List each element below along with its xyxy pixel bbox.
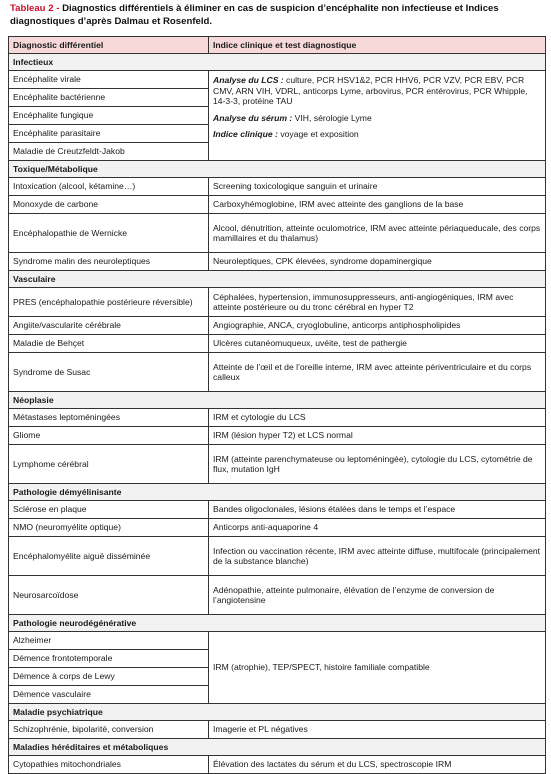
- diagnostic-cell: PRES (encéphalopathie postérieure réversible): [9, 288, 209, 317]
- diagnostic-cell: Encéphalopathie de Wernicke: [9, 214, 209, 253]
- table-row: [9, 335, 546, 353]
- diagnostic-cell: Maladie de Creutzfeldt-Jakob: [9, 143, 209, 161]
- category-row: [9, 484, 546, 501]
- table-row: [9, 721, 546, 739]
- indice-cell: Neuroleptiques, CPK élevées, syndrome dopaminergique: [209, 253, 546, 271]
- category-neoplasie: Néoplasie: [9, 392, 546, 409]
- table-row: [9, 317, 546, 335]
- diagnostic-cell: Gliome: [9, 427, 209, 445]
- table-row: [9, 537, 546, 576]
- diagnostic-cell: Métastases leptoméningées: [9, 409, 209, 427]
- differential-diagnosis-table: [8, 36, 546, 774]
- clinical-label: Indice clinique :: [213, 129, 278, 140]
- diagnostic-cell: Cytopathies mitochondriales: [9, 756, 209, 774]
- caption-label: Tableau 2 -: [10, 3, 60, 14]
- category-psychiatrique: Maladie psychiatrique: [9, 704, 546, 721]
- header-diagnostic: Diagnostic différentiel: [9, 37, 209, 54]
- header-indice: Indice clinique et test diagnostique: [209, 37, 546, 54]
- diagnostic-cell: Syndrome de Susac: [9, 353, 209, 392]
- lcs-label: Analyse du LCS :: [213, 75, 284, 85]
- indice-cell: IRM et cytologie du LCS: [209, 409, 546, 427]
- serum-text: VIH, sérologie Lyme: [292, 112, 372, 123]
- indice-cell: Bandes oligoclonales, lésions étalées dans le temps et l’espace: [209, 501, 546, 519]
- category-row: [9, 615, 546, 632]
- diagnostic-cell: Syndrome malin des neuroleptiques: [9, 253, 209, 271]
- diagnostic-cell: Encéphalite bactérienne: [9, 89, 209, 107]
- category-row: [9, 704, 546, 721]
- category-row: [9, 161, 546, 178]
- table-row: [9, 353, 546, 392]
- table-row: [9, 632, 546, 650]
- table-row: [9, 501, 546, 519]
- table-row: [9, 427, 546, 445]
- category-neurodegenerative: Pathologie neurodégénérative: [9, 615, 546, 632]
- indice-cell: IRM (atteinte parenchymateuse ou leptoméningée), cytologie du LCS, cytométrie de flux, mutation IgH: [209, 445, 546, 484]
- diagnostic-cell: Lymphome cérébral: [9, 445, 209, 484]
- indice-cell: Élévation des lactates du sérum et du LCS, spectroscopie IRM: [209, 756, 546, 774]
- diagnostic-cell: Maladie de Behçet: [9, 335, 209, 353]
- diagnostic-cell: Intoxication (alcool, kétamine…): [9, 178, 209, 196]
- diagnostic-cell: Schizophrénie, bipolarité, conversion: [9, 721, 209, 739]
- diagnostic-cell: Démence frontotemporale: [9, 650, 209, 668]
- category-row: [9, 271, 546, 288]
- diagnostic-cell: Monoxyde de carbone: [9, 196, 209, 214]
- indice-cell: IRM (lésion hyper T2) et LCS normal: [209, 427, 546, 445]
- category-hereditaires: Maladies héréditaires et métaboliques: [9, 739, 546, 756]
- category-row: [9, 54, 546, 71]
- indice-cell: Alcool, dénutrition, atteinte oculomotrice, IRM avec atteinte périaqueducale, des corps mamillaires et du thalamus): [209, 214, 546, 253]
- indice-cell: Ulcères cutanéomuqueux, uvéite, test de pathergie: [209, 335, 546, 353]
- table-row: [9, 445, 546, 484]
- indice-cell: Angiographie, ANCA, cryoglobuline, anticorps antiphospholipides: [209, 317, 546, 335]
- table-row: [9, 214, 546, 253]
- indice-cell: Imagerie et PL négatives: [209, 721, 546, 739]
- diagnostic-cell: Alzheimer: [9, 632, 209, 650]
- table-row: [9, 178, 546, 196]
- diagnostic-cell: NMO (neuromyélite optique): [9, 519, 209, 537]
- category-demyelinisante: Pathologie démyélinisante: [9, 484, 546, 501]
- table-header-row: [9, 37, 546, 54]
- category-toxique: Toxique/Métabolique: [9, 161, 546, 178]
- table-row: [9, 253, 546, 271]
- indice-cell: Atteinte de l’œil et de l’oreille interne, IRM avec atteinte périventriculaire et du corps calleux: [209, 353, 546, 392]
- indice-cell: Infection ou vaccination récente, IRM avec atteinte diffuse, multifocale (principalement de la substance blanche): [209, 537, 546, 576]
- diagnostic-cell: Sclérose en plaque: [9, 501, 209, 519]
- table-row: [9, 519, 546, 537]
- neurodegen-indice-cell: IRM (atrophie), TEP/SPECT, histoire familiale compatible: [209, 632, 546, 704]
- table-row: [9, 576, 546, 615]
- diagnostic-cell: Démence à corps de Lewy: [9, 668, 209, 686]
- indice-cell: Anticorps anti-aquaporine 4: [209, 519, 546, 537]
- table-row: [9, 756, 546, 774]
- category-row: [9, 392, 546, 409]
- indice-cell: Carboxyhémoglobine, IRM avec atteinte des ganglions de la base: [209, 196, 546, 214]
- table-row: [9, 409, 546, 427]
- lcs-text: culture, PCR HSV1&2, PCR HHV6, PCR VZV, PCR EBV, PCR CMV, ARN VIH, VDRL, anticorps Lyme, arbovirus, PCR entérovirus, PCR Whipple, 14-3-3, protéine TAU: [213, 75, 528, 107]
- category-vasculaire: Vasculaire: [9, 271, 546, 288]
- indice-cell: Céphalées, hypertension, immunosuppresseurs, anti-angiogéniques, IRM avec atteinte postérieure ou du tronc cérébral en hyper T2: [209, 288, 546, 317]
- caption-text: Diagnostics différentiels à éliminer en cas de suspicion d’encéphalite non infectieuse et Indices diagnostiques d’après Dalmau et Rosenfeld.: [10, 3, 499, 27]
- diagnostic-cell: Encéphalite virale: [9, 71, 209, 89]
- infectieux-indice-cell: [209, 71, 546, 161]
- serum-label: Analyse du sérum :: [213, 112, 293, 123]
- table-row: [9, 71, 546, 89]
- diagnostic-cell: Neurosarcoïdose: [9, 576, 209, 615]
- indice-cell: Screening toxicologique sanguin et urinaire: [209, 178, 546, 196]
- table-row: [9, 288, 546, 317]
- table-caption: [10, 3, 546, 28]
- diagnostic-cell: Démence vasculaire: [9, 686, 209, 704]
- indice-cell: Adénopathie, atteinte pulmonaire, élévation de l’enzyme de conversion de l’angiotensine: [209, 576, 546, 615]
- clinical-text: voyage et exposition: [277, 129, 359, 140]
- category-row: [9, 739, 546, 756]
- diagnostic-cell: Encéphalomyélite aiguë disséminée: [9, 537, 209, 576]
- diagnostic-cell: Encéphalite parasitaire: [9, 125, 209, 143]
- table-row: [9, 196, 546, 214]
- diagnostic-cell: Angiite/vascularite cérébrale: [9, 317, 209, 335]
- category-infectieux: Infectieux: [9, 54, 546, 71]
- diagnostic-cell: Encéphalite fungique: [9, 107, 209, 125]
